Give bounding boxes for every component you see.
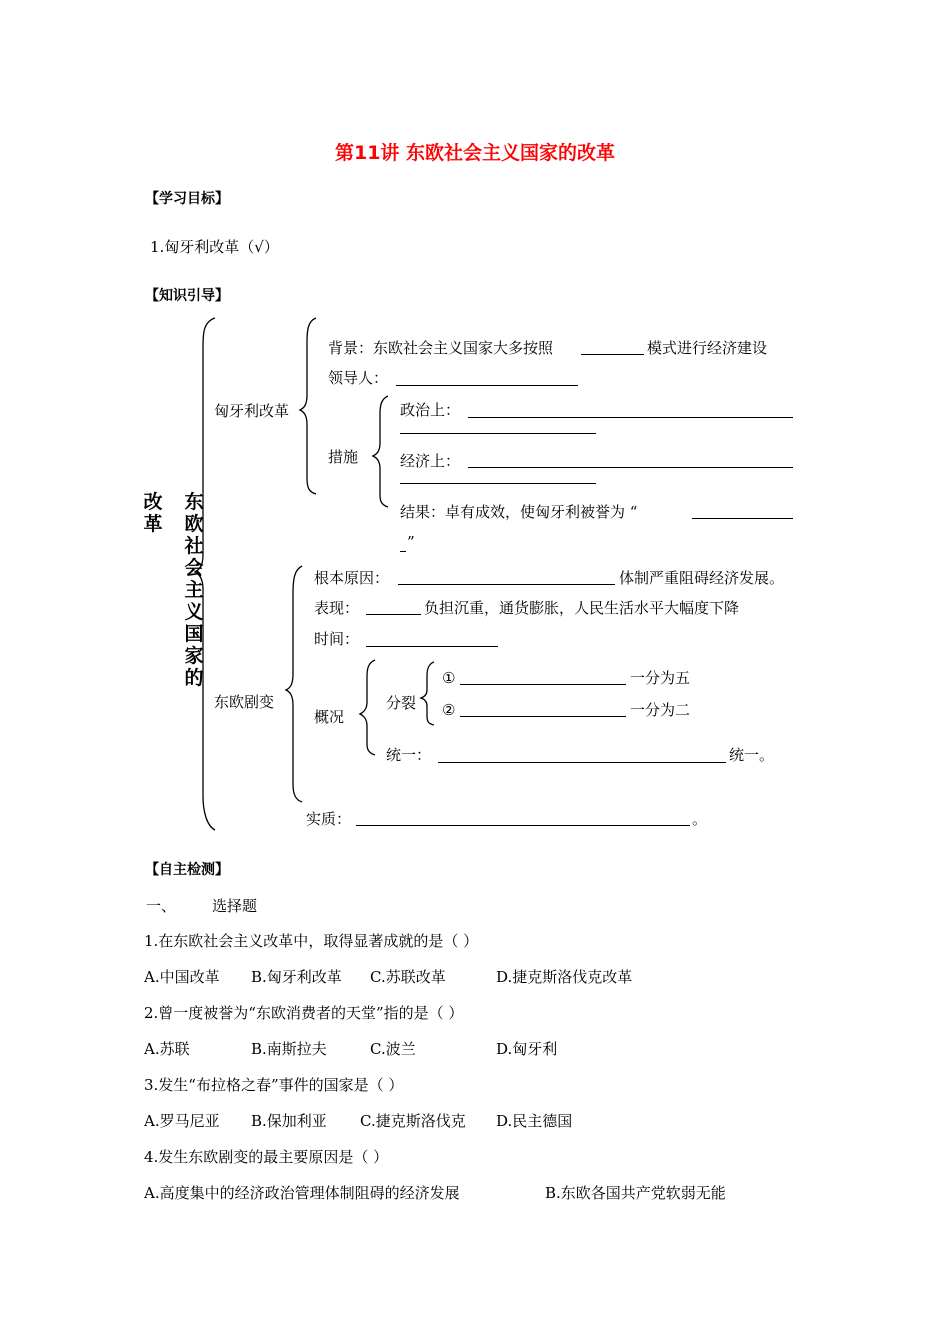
question-3: 3.发生“布拉格之春”事件的国家是（ ）	[144, 1076, 404, 1094]
question-4: 4.发生东欧剧变的最主要原因是（ ）	[144, 1148, 389, 1166]
measures-brace	[373, 396, 388, 507]
result-text: 结果：卓有成效，使匈牙利被誉为 “	[400, 503, 638, 521]
split-brace	[421, 662, 434, 725]
q1-option-b: B.匈牙利改革	[251, 968, 342, 986]
upheaval-brace	[286, 566, 302, 802]
essence-text-end: 。	[692, 810, 708, 828]
sign-label: 表现：	[314, 599, 360, 617]
section-learning-goals: 【学习目标】	[145, 191, 229, 207]
economic-blank-2[interactable]	[400, 483, 596, 484]
economic-label: 经济上：	[400, 452, 461, 470]
measures-label: 措施	[328, 448, 359, 466]
overview-brace	[360, 660, 375, 755]
unify-text-end: 统一。	[729, 746, 775, 764]
section-self-check: 【自主检测】	[145, 862, 229, 878]
hungary-brace	[300, 318, 316, 494]
split-1-text: 一分为五	[630, 669, 691, 687]
cause-label: 根本原因：	[314, 569, 390, 587]
q1-option-a: A.中国改革	[144, 968, 220, 986]
split-2-text: 一分为二	[630, 701, 691, 719]
background-text: 背景：东欧社会主义国家大多按照	[328, 339, 554, 357]
result-blank-1[interactable]	[692, 518, 793, 519]
q2-option-d: D.匈牙利	[496, 1040, 558, 1058]
q3-option-c: C.捷克斯洛伐克	[360, 1112, 466, 1130]
cause-blank[interactable]	[398, 584, 615, 585]
essence-label: 实质：	[306, 810, 352, 828]
q2-option-c: C.波兰	[370, 1040, 416, 1058]
background-blank[interactable]	[581, 354, 644, 355]
result-blank-2[interactable]	[400, 551, 406, 552]
essence-blank[interactable]	[356, 825, 690, 826]
root-label-eastern-europe: 东 欧 社 会 主 义 国 家 的	[184, 491, 204, 689]
q3-option-b: B.保加利亚	[251, 1112, 327, 1130]
section-knowledge-guide: 【知识引导】	[145, 288, 229, 304]
q1-option-d: D.捷克斯洛伐克改革	[496, 968, 633, 986]
cause-text-end: 体制严重阻碍经济发展。	[619, 569, 785, 587]
time-blank[interactable]	[366, 646, 498, 647]
q1-option-c: C.苏联改革	[370, 968, 446, 986]
split-2-mark: ②	[442, 701, 456, 719]
leader-label: 领导人：	[328, 369, 389, 387]
root-label-reform: 改 革	[143, 491, 163, 535]
unify-label: 统一：	[386, 746, 432, 764]
unify-blank[interactable]	[438, 762, 726, 763]
sign-text-end: 负担沉重，通货膨胀，人民生活水平大幅度下降	[424, 599, 740, 617]
political-label: 政治上：	[400, 401, 461, 419]
time-label: 时间：	[314, 630, 360, 648]
split-1-mark: ①	[442, 669, 456, 687]
question-2: 2.曾一度被誉为“东欧消费者的天堂”指的是（ ）	[144, 1004, 464, 1022]
overview-label: 概况	[314, 708, 345, 726]
exercise-heading: 选择题	[212, 897, 258, 915]
q4-option-b: B.东欧各国共产党软弱无能	[545, 1184, 726, 1202]
goal-item: 1.匈牙利改革（√）	[150, 238, 279, 256]
hungary-reform-label: 匈牙利改革	[214, 402, 290, 420]
economic-blank-1[interactable]	[468, 467, 793, 468]
exercise-number: 一、	[146, 897, 177, 915]
q2-option-b: B.南斯拉夫	[251, 1040, 327, 1058]
page-title: 第11讲 东欧社会主义国家的改革	[334, 142, 616, 164]
q4-option-a: A.高度集中的经济政治管理体制阻碍的经济发展	[144, 1184, 460, 1202]
upheaval-label: 东欧剧变	[214, 693, 275, 711]
question-1: 1.在东欧社会主义改革中，取得显著成就的是（ ）	[144, 932, 479, 950]
sign-blank[interactable]	[366, 614, 421, 615]
result-text-end: ”	[407, 533, 415, 551]
political-blank-2[interactable]	[400, 433, 596, 434]
split-label: 分裂	[386, 694, 417, 712]
q3-option-a: A.罗马尼亚	[144, 1112, 220, 1130]
split-2-blank[interactable]	[460, 716, 626, 717]
q2-option-a: A.苏联	[144, 1040, 190, 1058]
leader-blank[interactable]	[396, 385, 578, 386]
political-blank-1[interactable]	[468, 417, 793, 418]
background-text-end: 模式进行经济建设	[647, 339, 768, 357]
split-1-blank[interactable]	[460, 684, 626, 685]
q3-option-d: D.民主德国	[496, 1112, 573, 1130]
